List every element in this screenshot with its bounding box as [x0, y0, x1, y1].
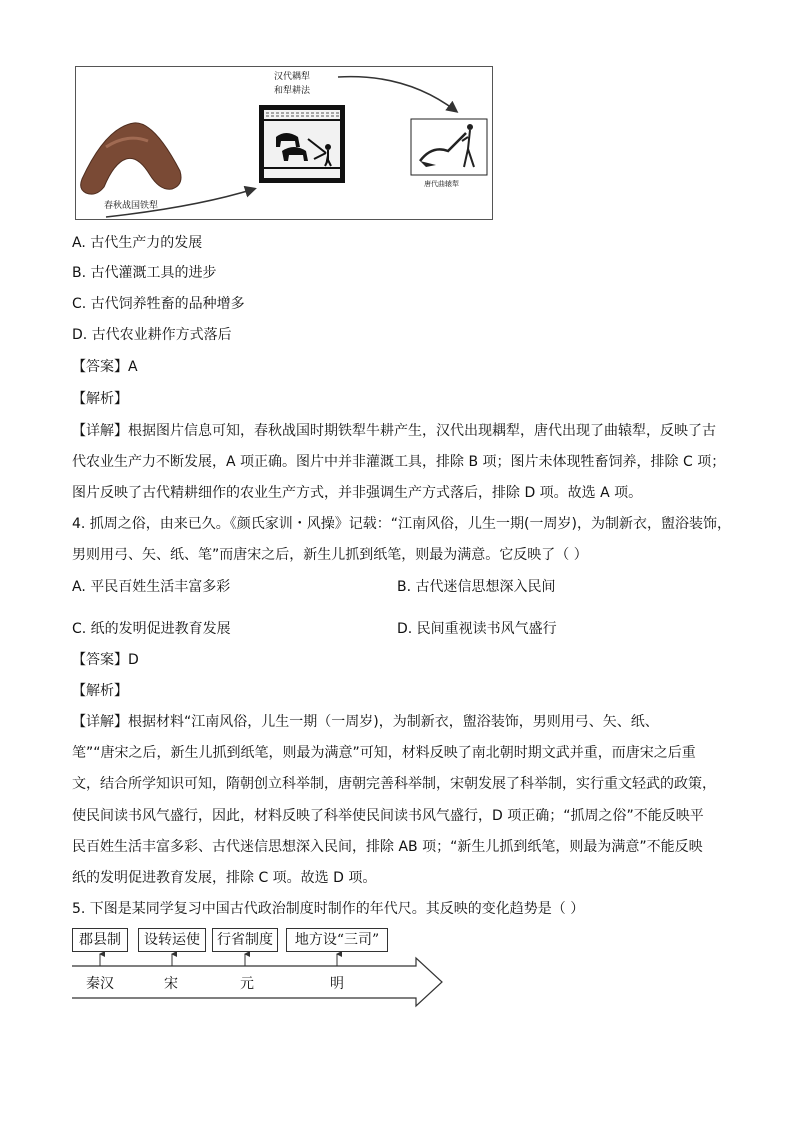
era-ming: 明 — [330, 976, 344, 992]
era-yuan: 元 — [240, 976, 254, 992]
q4-option-a: A. 平民百姓生活丰富多彩 — [72, 579, 231, 595]
han-caption-line1: 汉代耦犁 — [274, 72, 311, 82]
q4-analysis-label: 【解析】 — [72, 683, 128, 699]
q4-detail-line-6: 纸的发明促进教育发展，排除 C 项。故选 D 项。 — [72, 870, 377, 886]
q4-option-d: D. 民间重视读书风气盛行 — [397, 621, 557, 637]
han-relief-image — [259, 105, 345, 183]
era-qinhan: 秦汉 — [86, 976, 114, 992]
q3-detail-line-2: 代农业生产力不断发展，A 项正确。图片中并非灌溉工具，排除 B 项；图片未体现牲畜饲养，排除 C 项； — [72, 454, 726, 470]
timeline-arrow — [60, 950, 450, 1010]
iron-plough-caption: 春秋战国铁犁 — [104, 201, 159, 211]
han-caption-line2: 和犁耕法 — [274, 86, 311, 96]
era-song: 宋 — [164, 976, 178, 992]
q4-detail-line-5: 民百姓生活丰富多彩、古代迷信思想深入民间，排除 AB 项；“新生儿抓到纸笔，则最为满意”不能反映 — [72, 839, 703, 855]
q4-option-b: B. 古代迷信思想深入民间 — [397, 579, 556, 595]
timeline-box-junxian: 郡县制 — [72, 928, 128, 952]
q3-detail-line-3: 图片反映了古代精耕细作的农业生产方式，并非强调生产方式落后，排除 D 项。故选 A 项。 — [72, 485, 643, 501]
timeline-box-zhuanyunshi: 设转运使 — [138, 928, 206, 952]
q4-detail-line-4: 使民间读书风气盛行，因此，材料反映了科举使民间读书风气盛行，D 项正确；“抓周之俗”不能反映平 — [72, 808, 704, 824]
q5-stem: 5. 下图是某同学复习中国古代政治制度时制作的年代尺。其反映的变化趋势是（ ） — [72, 901, 585, 917]
q3-option-d: D. 古代农业耕作方式落后 — [72, 327, 232, 343]
q3-option-c: C. 古代饲养牲畜的品种增多 — [72, 296, 245, 312]
q4-option-c: C. 纸的发明促进教育发展 — [72, 621, 231, 637]
timeline-band — [72, 958, 442, 1006]
q4-detail-line-2: 笔”“唐宋之后，新生儿抓到纸笔，则最为满意”可知，材料反映了南北朝时期文武并重，而唐宋之后重 — [72, 745, 696, 761]
timeline-box-sansi: 地方设“三司” — [286, 928, 388, 952]
q3-option-a: A. 古代生产力的发展 — [72, 235, 203, 251]
plough-evolution-figure — [75, 66, 493, 220]
q3-detail-line-1: 【详解】根据图片信息可知，春秋战国时期铁犁牛耕产生，汉代出现耦犁，唐代出现了曲辕犁，反映了古 — [72, 423, 716, 439]
q4-stem-line-2: 男则用弓、矢、纸、笔”而唐宋之后，新生儿抓到纸笔，则最为满意。它反映了（ ） — [72, 547, 588, 563]
q4-stem-line-1: 4. 抓周之俗，由来已久。《颜氏家训・风操》记载：“江南风俗，儿生一期(一周岁)，为制新衣，盥浴装饰， — [72, 516, 731, 532]
q3-analysis-label: 【解析】 — [72, 391, 128, 407]
arrow-han-to-tang — [338, 77, 456, 111]
q4-detail-line-1: 【详解】根据材料“江南风俗，儿生一期（一周岁)，为制新衣，盥浴装饰，男则用弓、矢、纸、 — [72, 714, 659, 730]
timeline-box-xingsheng: 行省制度 — [212, 928, 278, 952]
tang-plough-caption: 唐代曲辕犁 — [424, 180, 459, 188]
q3-answer: 【答案】A — [72, 359, 138, 375]
q4-detail-line-3: 文，结合所学知识可知，隋朝创立科举制，唐朝完善科举制，宋朝发展了科举制，实行重文轻武的政策， — [72, 776, 716, 792]
q4-answer: 【答案】D — [72, 652, 139, 668]
iron-plough-image — [81, 123, 181, 194]
tang-plough-image — [411, 119, 487, 175]
q3-option-b: B. 古代灌溉工具的进步 — [72, 265, 217, 281]
